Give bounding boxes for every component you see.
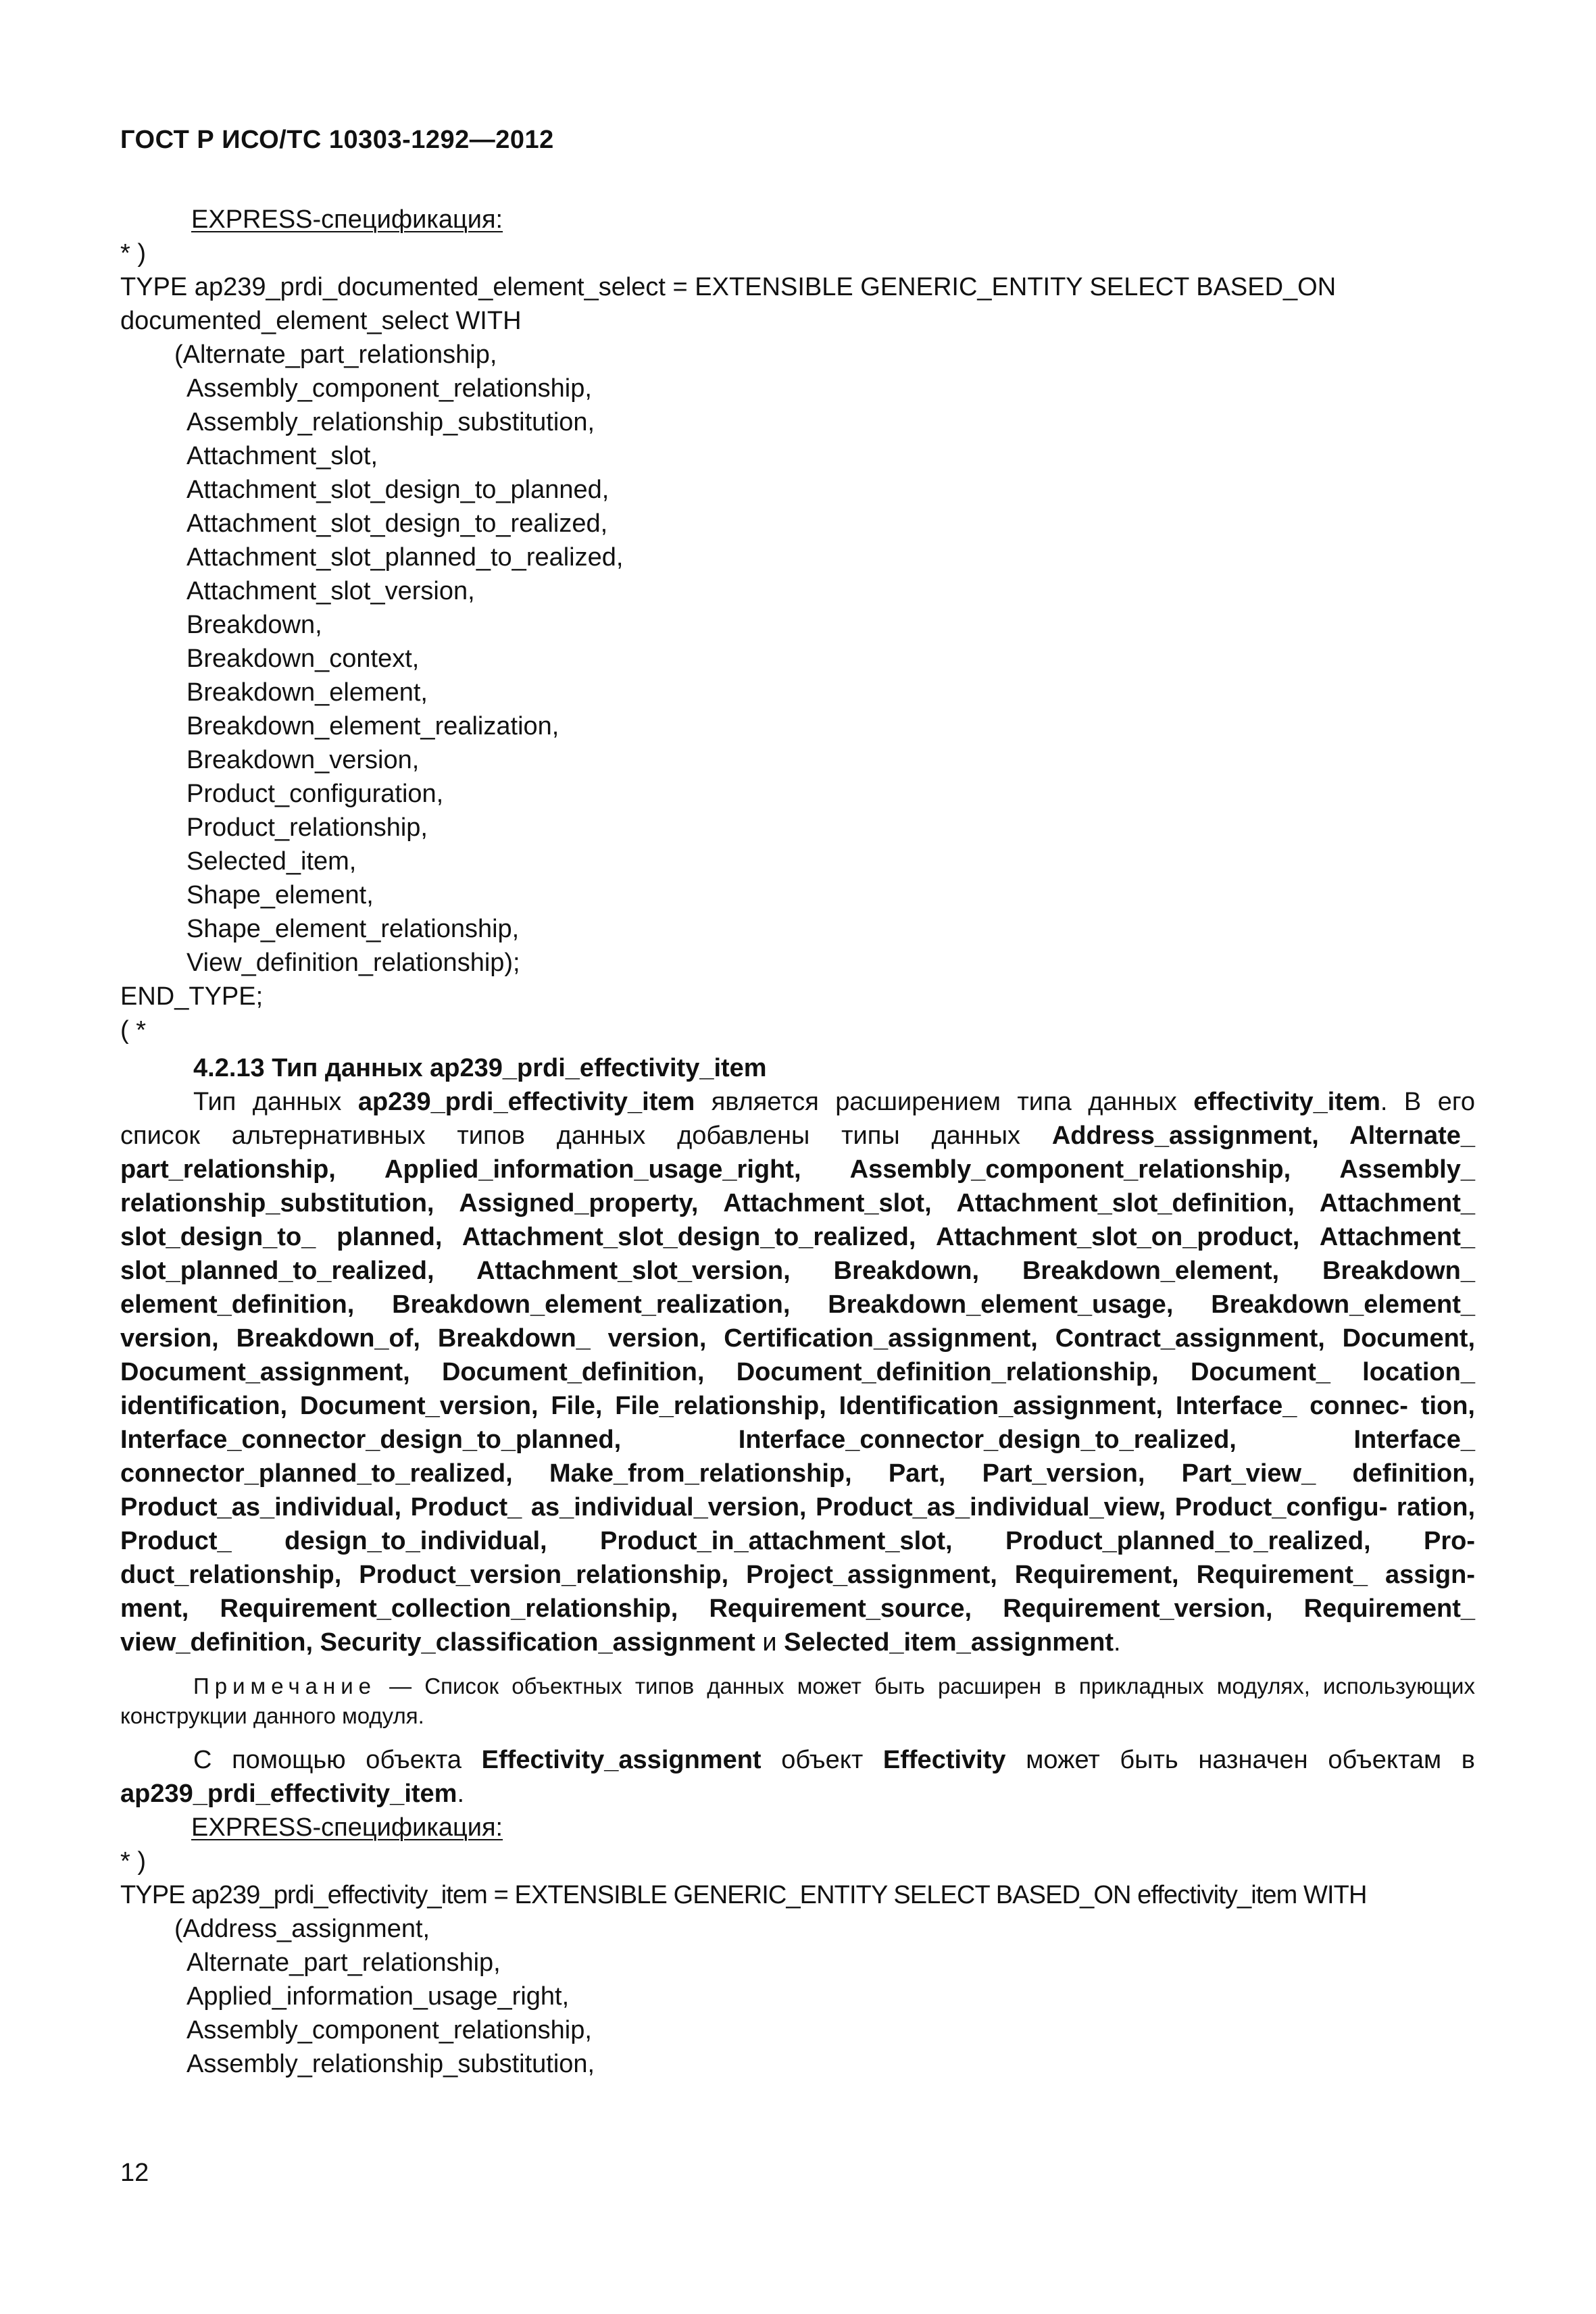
paragraph-text: может быть назначен объектам в [1005,1746,1475,1774]
express-spec-label [120,203,1475,236]
select-list-item: Attachment_slot_design_to_realized, [186,509,608,538]
select-list-item: Attachment_slot, [186,442,378,470]
type-declaration-line: TYPE ap239_prdi_effectivity_item = EXTENSIBLE GENERIC_ENTITY SELECT BASED_ON effectivity_item WITH [120,1881,1367,1909]
paragraph-text: С помощью объекта [193,1746,482,1774]
select-list-item: (Address_assignment, [174,1915,430,1943]
select-list-item: View_definition_relationship); [186,949,520,977]
select-list-item: Assembly_relationship_substitution, [186,408,595,436]
paragraph-bold: Selected_item_assignment [784,1628,1114,1657]
select-list-item: Attachment_slot_version, [186,577,475,605]
paragraph-bold: ap239_prdi_effectivity_item [120,1780,457,1808]
select-list-item: Shape_element, [186,881,374,909]
paragraph-text: является расширением типа данных [695,1088,1194,1116]
express-spec-label-text: EXPRESS-спецификация: [191,205,503,234]
select-list-item: Shape_element_relationship, [186,915,520,943]
select-list-item: Alternate_part_relationship, [186,1948,501,1977]
comment-open: ( * [120,1016,146,1045]
type-declaration-line: documented_element_select WITH [120,307,522,335]
note-text: — Список объектных типов данных может быть расширен в прикладных модулях, использующих конструкции данного модуля. [120,1674,1475,1728]
data-type-list: Address_assignment, Alternate_ part_relationship, Applied_information_usage_right, Assembly_component_relationship, Assembly_ relationship_substitution, Assigned_property, Attachment_slot, Attachment_slot_definition, Attachment_ slot_design_to_ planned, Attachment_slot_design_to_realized, Attachment_slot_on_product, Attachment_ slot_planned_to_realized, Attachment_slot_version, Breakdown, Breakdown_element, Breakdown_ element_definition, Breakdown_element_realization, Breakdown_element_usage, Breakdown_element_ version, Breakdown_of, Breakdown_ version, Certification_assignment, Contract_assignment, Document, Document_assignment, Document_definition, Document_definition_relationship, Document_ location_ identification, Document_version, File, File_relationship, Identification_assignment, Interface_ connec- tion, Interface_connector_design_to_planned, Interface_connector_design_to_realized, Interface_ connector_planned_to_realized, Make_from_relationship, Part, Part_version, Part_view_ definition, Product_as_individual, Product_ as_individual_version, Product_as_individual_view, Product_configu- ration, Product_ design_to_individual, Product_in_attachment_slot, Product_planned_to_realized, Pro- duct_relationship, Product_version_relationship, Project_assignment, Requirement, Requirement_ assign- ment, Requirement_collection_relationship, Requirement_source, Requirement_version, Requirement_ view_definition, Security_classification_assignment [120,1122,1475,1657]
section-heading: 4.2.13 Тип данных ap239_prdi_effectivity_item [193,1054,767,1082]
comment-close: * ) [120,1847,146,1876]
select-list-item: (Alternate_part_relationship, [174,341,497,369]
paragraph-text: . [457,1780,465,1808]
select-list-item: Product_configuration, [186,780,444,808]
section-paragraph [120,1085,1475,1659]
type-declaration-line: TYPE ap239_prdi_documented_element_select = EXTENSIBLE GENERIC_ENTITY SELECT BASED_ON [120,273,1337,301]
select-list-item: Attachment_slot_design_to_planned, [186,476,609,504]
paragraph-text: . [1114,1628,1121,1657]
select-list-item: Breakdown, [186,611,322,639]
select-list-item: Assembly_component_relationship, [186,2016,592,2044]
note-label: Примечание [193,1674,377,1699]
paragraph-bold: Effectivity [882,1746,1006,1774]
select-list-item: Attachment_slot_planned_to_realized, [186,543,624,572]
page-content [120,203,1475,2081]
page-number: 12 [120,2159,149,2187]
select-list-item: Breakdown_context, [186,645,420,673]
select-list-item: Applied_information_usage_right, [186,1982,570,2011]
paragraph-bold: ap239_prdi_effectivity_item [357,1088,695,1116]
paragraph-bold: effectivity_item [1193,1088,1380,1116]
select-list-item: Assembly_component_relationship, [186,374,592,403]
paragraph-text: Тип данных [193,1088,358,1116]
express-spec-label [120,1811,1475,1844]
paragraph-text: объект [761,1746,883,1774]
paragraph-bold: Effectivity_assignment [481,1746,762,1774]
select-list-item: Product_relationship, [186,813,428,842]
select-list-item: Selected_item, [186,847,357,876]
select-list-item: Assembly_relationship_substitution, [186,2050,595,2078]
select-list-item: Breakdown_version, [186,746,420,774]
note [120,1671,1475,1731]
document-header: ГОСТ Р ИСО/ТС 10303-1292—2012 [120,126,554,154]
comment-close: * ) [120,239,146,268]
select-list-item: Breakdown_element_realization, [186,712,559,740]
assignment-paragraph [120,1743,1475,1811]
end-type: END_TYPE; [120,982,264,1011]
paragraph-text: . В его список альтернативных типов данных добавлены типы данных [120,1088,1475,1150]
express-spec-label-text: EXPRESS-спецификация: [191,1813,503,1842]
paragraph-text: и [755,1628,784,1657]
select-list-item: Breakdown_element, [186,678,428,707]
